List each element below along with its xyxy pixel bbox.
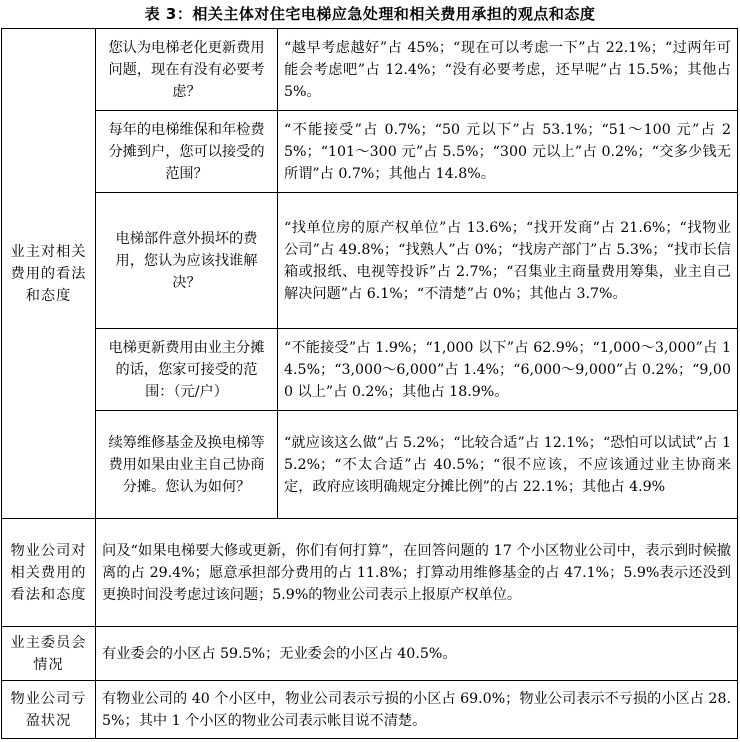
answer-cell: “不能接受”占 0.7%；“50 元以下”占 53.1%；“51～100 元”占 25%；“101～300 元”占 5.5%；“300 元以上”占 0.2%；“交多少钱无所谓”占 0.7%；其他占 14.8%。	[278, 111, 738, 193]
table-row	[2, 519, 738, 627]
table-caption: 表 3：相关主体对住宅电梯应急处理和相关费用承担的观点和态度	[144, 5, 596, 23]
question-cell: 每年的电梯维保和年检费分摊到户，您可以接受的范围？	[96, 111, 278, 193]
answer-cell: “越早考虑越好”占 45%；“现在可以考虑一下”占 22.1%；“过两年可能会考虑吧”占 12.4%；“没有必要考虑，还早呢”占 15.5%；其他占 5%。	[278, 29, 738, 111]
property-info-cell: 问及“如果电梯要大修或更新，你们有何打算”，在回答问题的 17 个小区物业公司中，表示到时候撤离的占 29.4%；愿意承担部分费用的占 11.8%；打算动用维修基金的占 47.1%；5.9%表示还没到更换时间没考虑过该问题；5.9%的物业公司表示上报原产权单位。	[96, 519, 738, 627]
answer-cell: “就应该这么做”占 5.2%；“比较合适”占 12.1%；“恐怕可以试试”占 15.2%；“不太合适”占 40.5%；“很不应该，不应该通过业主协商来定，政府应该明确规定分摊比例”的占 22.1%；其他占 4.9%	[278, 411, 738, 519]
table-row	[2, 329, 738, 411]
committee-info-cell: 有业委会的小区占 59.5%；无业委会的小区占 40.5%。	[96, 627, 738, 681]
question-cell: 电梯部件意外损坏的费用，您认为应该找谁解决？	[96, 193, 278, 329]
table-row	[2, 681, 738, 739]
category-cell-owners: 业主对相关费用的看法和态度	[2, 29, 96, 519]
survey-table	[1, 28, 738, 739]
profit-info-cell: 有物业公司的 40 个小区中，物业公司表示亏损的小区占 69.0%；物业公司表示不亏损的小区占 28.5%；其中 1 个小区的物业公司表示帐目说不清楚。	[96, 681, 738, 739]
category-cell-profit: 物业公司亏盈状况	[2, 681, 96, 739]
category-cell-property: 物业公司对相关费用的看法和态度	[2, 519, 96, 627]
table-row	[2, 29, 738, 111]
answer-cell: “找单位房的原产权单位”占 13.6%；“找开发商”占 21.6%；“找物业公司”占 49.8%；“找熟人”占 0%；“找房产部门”占 5.3%；“找市长信箱或报纸、电视等投诉”占 2.7%；“召集业主商量费用筹集，业主自己解决问题”占 6.1%；“不清楚”占 0%；其他占 3.7%。	[278, 193, 738, 329]
answer-cell: “不能接受”占 1.9%；“1,000 以下”占 62.9%；“1,000～3,000”占 14.5%；“3,000～6,000”占 1.4%；“6,000～9,000”占 0.2%；“9,000 以上”占 0.2%；其他占 18.9%。	[278, 329, 738, 411]
question-cell: 您认为电梯老化更新费用问题，现在有没有必要考虑？	[96, 29, 278, 111]
table-row	[2, 411, 738, 519]
question-cell: 电梯更新费用由业主分摊的话，您家可接受的范围：（元/户）	[96, 329, 278, 411]
table-row	[2, 627, 738, 681]
category-cell-committee: 业主委员会情况	[2, 627, 96, 681]
question-cell: 续筹维修基金及换电梯等费用如果由业主自己协商分摊。您认为如何？	[96, 411, 278, 519]
table-row	[2, 111, 738, 193]
table-row	[2, 193, 738, 329]
